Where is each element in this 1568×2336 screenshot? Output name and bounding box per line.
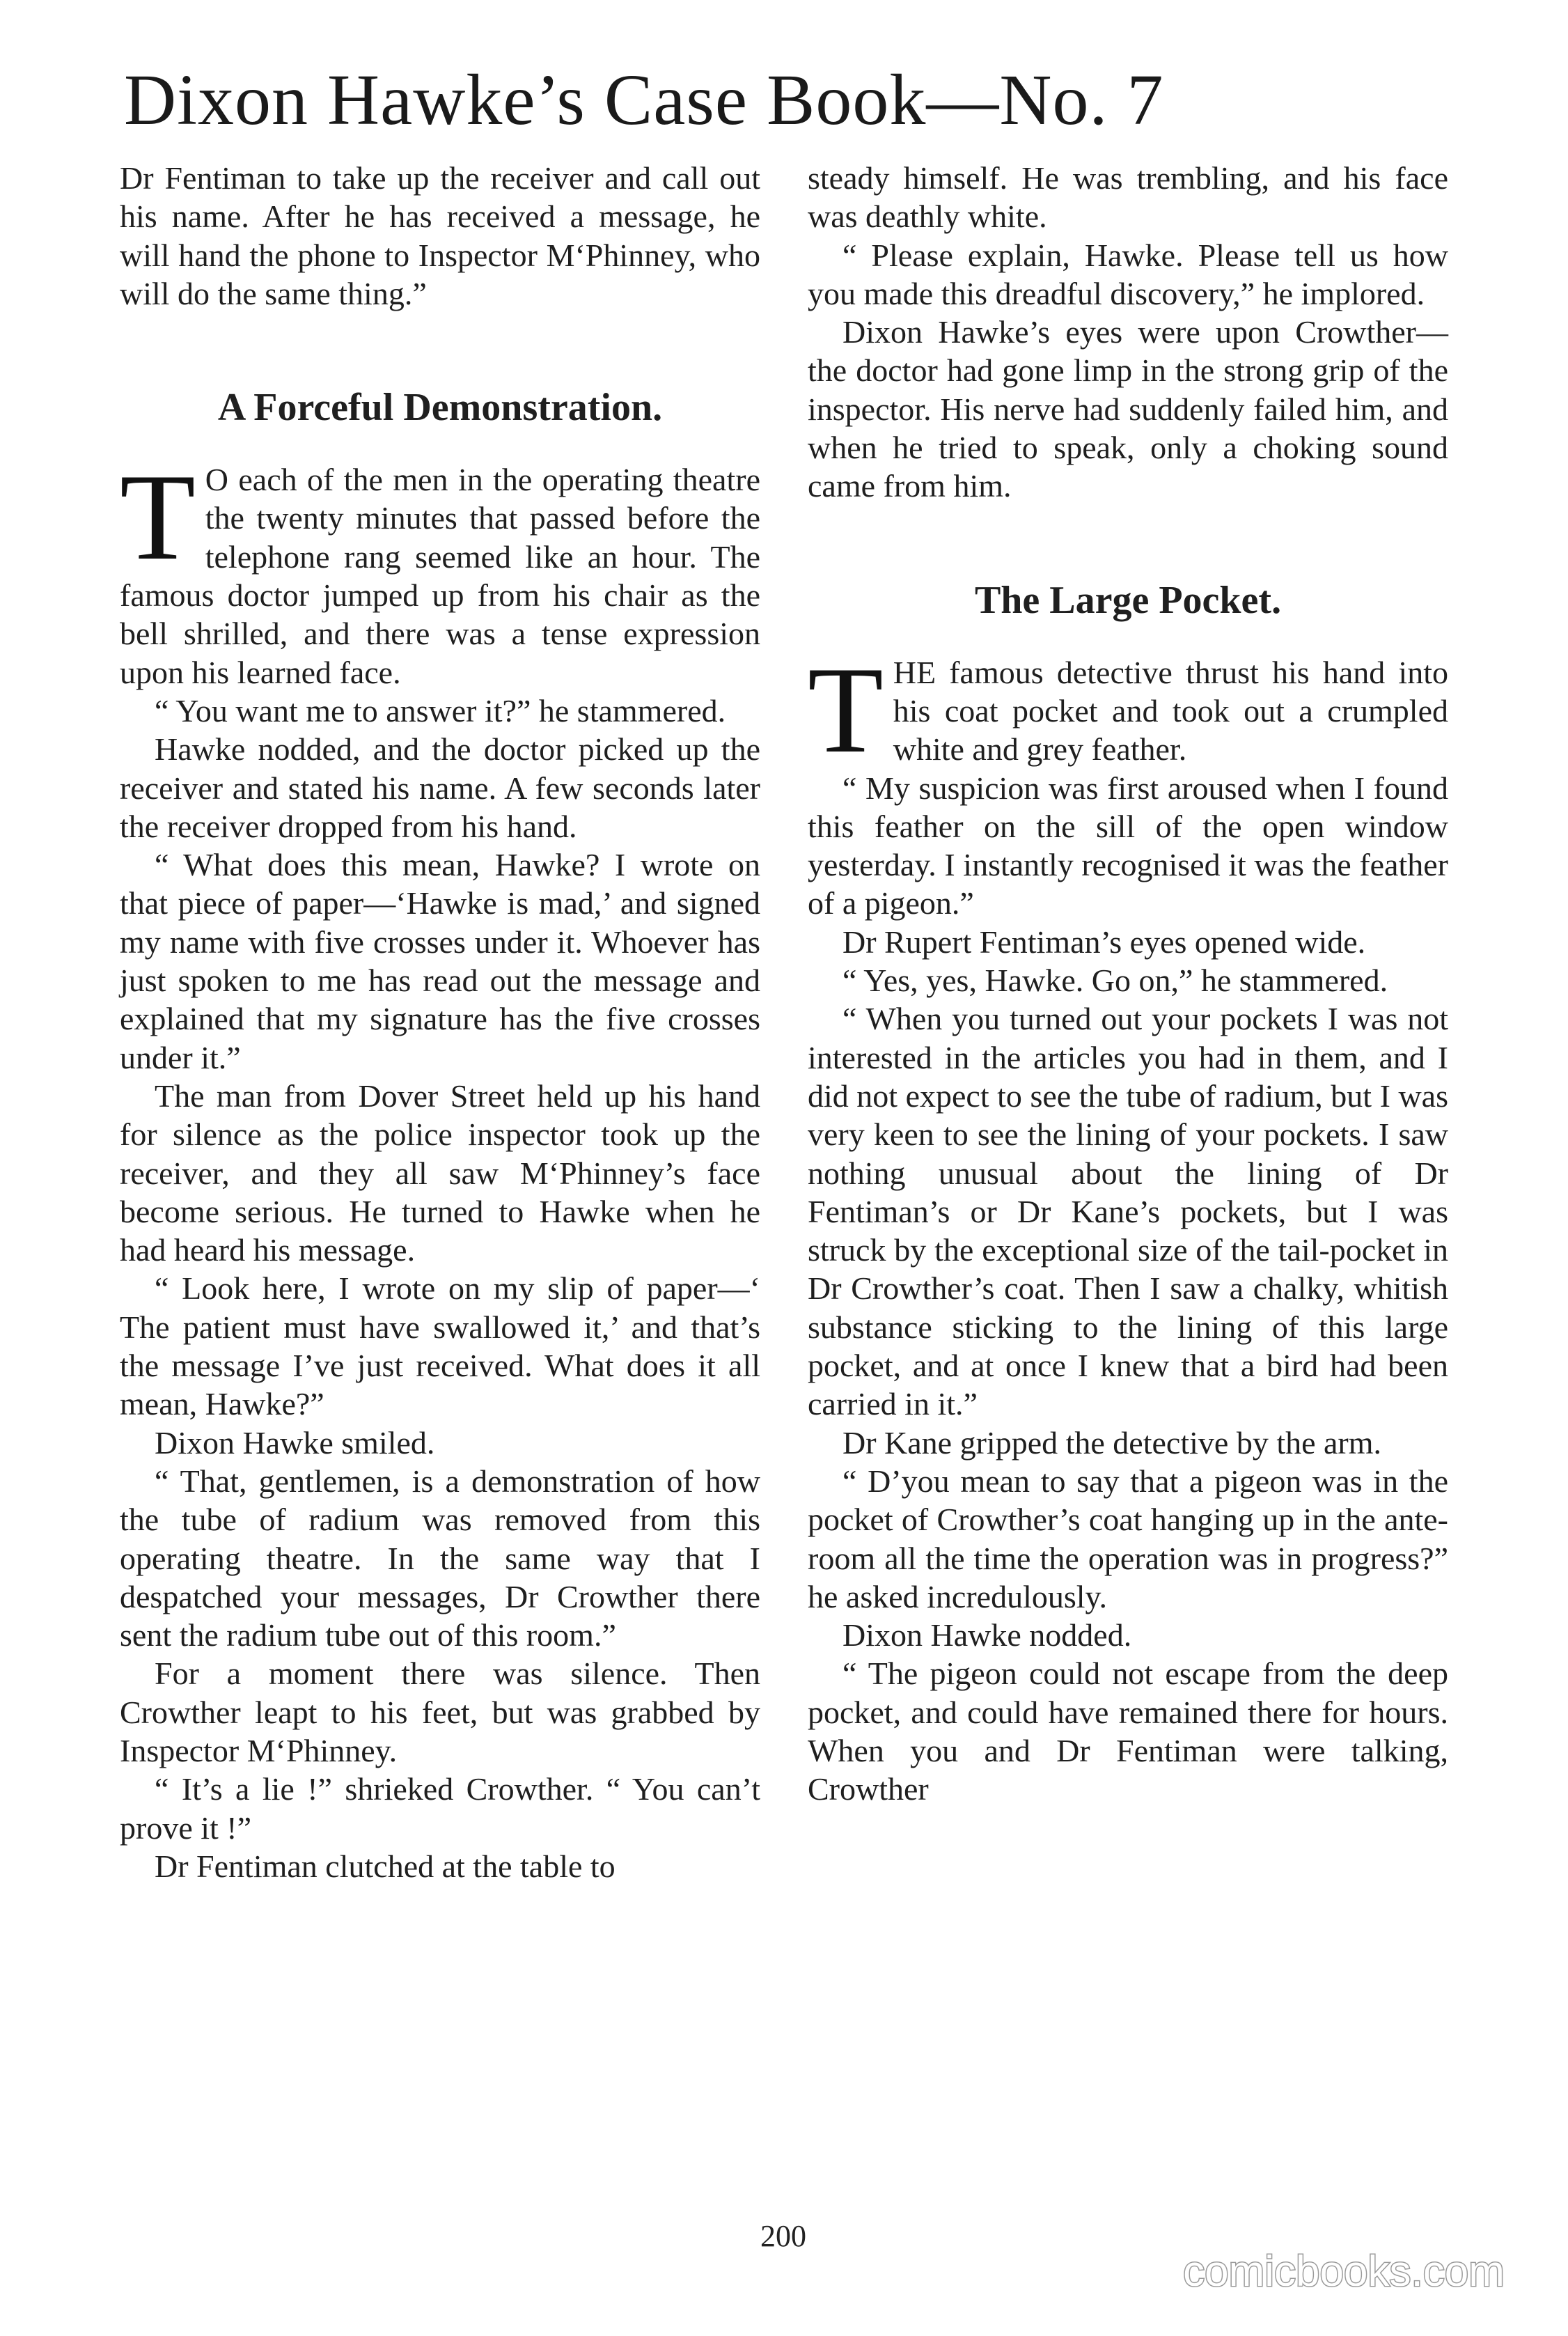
paragraph: Dr Fentiman clutched at the table to [155, 1848, 616, 1884]
left-column [120, 159, 760, 1885]
section-heading-forceful-demonstration: A Forceful Demonstration. [217, 386, 663, 430]
drop-cap-letter: T [120, 448, 196, 586]
paragraph: steady himself. He was trembling, and his face was deathly white. [808, 160, 1448, 235]
section-heading-large-pocket: The Large Pocket. [974, 578, 1282, 622]
paragraph: Dr Rupert Fentiman’s eyes opened wide. [842, 924, 1366, 960]
paragraph-dropcap [120, 448, 760, 692]
right-column [808, 159, 1448, 1809]
paragraph: “ Please explain, Hawke. Please tell us how you made this dreadful discovery,” he implored. [808, 237, 1448, 311]
paragraph: “ My suspicion was first aroused when I found this feather on the sill of the open window yesterday. I instantly recognised it was the feather of a pigeon.” [808, 770, 1448, 921]
paragraph-dropcap [808, 640, 1448, 779]
paragraph-text: HE famous detective thrust his hand into his coat pocket and took out a crumpled white and grey feather. [893, 654, 1448, 768]
paragraph: Dixon Hawke nodded. [842, 1617, 1132, 1653]
paragraph: “ The pigeon could not escape from the deep pocket, and could have remained there for hours. When you and Dr Fentiman were talking, Crowther [808, 1656, 1448, 1807]
watermark-text: comicbooks.com [1183, 2248, 1505, 2296]
paragraph: The man from Dover Street held up his hand for silence as the police inspector took up the receiver, and they all saw M‘Phinney’s face become serious. He turned to Hawke when he had heard his message. [120, 1077, 760, 1268]
paragraph: “ When you turned out your pockets I was not interested in the articles you had in them, and I did not expect to see the tube of radium, but I was very keen to see the lining of your pockets. I saw nothing unusual about the lining of Dr Fentiman’s or Dr Kane’s pockets, but I was struck by the exceptional size of the tail-pocket in Dr Crowther’s coat. Then I saw a chalky, whitish substance sticking to the lining of this large pocket, and at once I knew that a bird had been carried in it.” [808, 1001, 1448, 1422]
paragraph: For a moment there was silence. Then Crowther leapt to his feet, but was grabbed by Inspector M‘Phinney. [120, 1656, 760, 1768]
page-title: Dixon Hawke’s Case Book—No. 7 [124, 60, 1164, 140]
paragraph: Hawke nodded, and the doctor picked up the receiver and stated his name. A few seconds later the receiver dropped from his hand. [120, 731, 760, 844]
paragraph: “ You want me to answer it?” he stammered. [155, 692, 726, 729]
paragraph: Dr Kane gripped the detective by the arm. [842, 1424, 1382, 1461]
page-number: 200 [760, 2219, 806, 2253]
watermark-logo [1149, 2241, 1539, 2304]
paragraph: Dixon Hawke smiled. [155, 1424, 435, 1461]
paragraph-text: O each of the men in the operating theatre the twenty minutes that passed before the telephone rang seemed like an hour. The famous doctor jumped up from his chair as the bell shrilled, and there was a tense expression upon his learned face. [120, 462, 760, 690]
paragraph: “ That, gentlemen, is a demonstration of how the tube of radium was removed from this operating theatre. In the same way that I despatched your messages, Dr Crowther there sent the radium tube out of this room.” [120, 1463, 760, 1653]
paragraph: “ What does this mean, Hawke? I wrote on that piece of paper—‘Hawke is mad,’ and signed my name with five crosses under it. Whoever has just spoken to me has read out the message and explained that my signature has the five crosses under it.” [120, 847, 760, 1075]
drop-cap-letter: T [808, 640, 884, 779]
paragraph: Dr Fentiman to take up the receiver and call out his name. After he has received a message, he will hand the phone to Inspector M‘Phinney, who will do the same thing.” [120, 160, 760, 311]
paragraph: Dixon Hawke’s eyes were upon Crowther—the doctor had gone limp in the strong grip of the inspector. His nerve had suddenly failed him, and when he tried to speak, only a choking sound came from him. [808, 314, 1448, 504]
paragraph: “ Look here, I wrote on my slip of paper—‘ The patient must have swallowed it,’ and that’s the message I’ve just received. What does it all mean, Hawke?” [120, 1270, 760, 1422]
paragraph: “ Yes, yes, Hawke. Go on,” he stammered. [842, 963, 1388, 999]
paragraph: “ It’s a lie !” shrieked Crowther. “ You can’t prove it !” [120, 1771, 760, 1846]
paragraph: “ D’you mean to say that a pigeon was in the pocket of Crowther’s coat hanging up in the ante-room all the time the operation was in progress?” he asked incredulously. [808, 1463, 1448, 1614]
